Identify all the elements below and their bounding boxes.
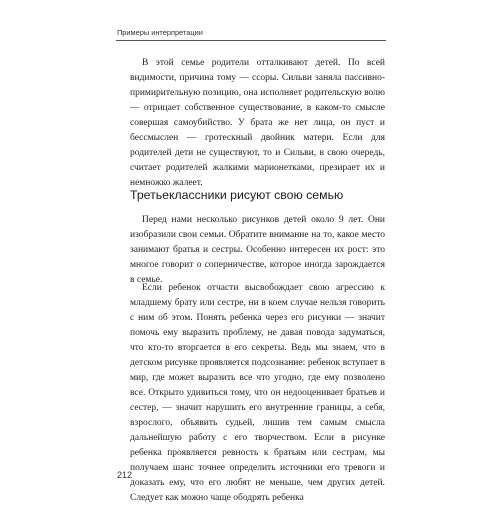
running-header: Примеры интерпретации — [117, 28, 203, 37]
paragraph-sylvie-family: В этой семье родители отталкивают детей. По всей видимости, причина тому — ссоры. Сильви заняла пассивно-примирительную позицию, она исполняет родительскую волю — отрицает собственное существование, в каком-то смысле совершая самоубийство. У брата же нет лица, он пуст и бессмыслен — гротескный двойник матери. Если для родителей дети не существуют, то и Сильви, в свою очередь, считает родителей жалкими марионетками, презирает их и немножко жалеет. — [130, 58, 385, 188]
page-number: 212 — [117, 470, 133, 480]
section-heading: Третьеклассники рисуют свою семью — [130, 188, 344, 202]
paragraph-third-graders-intro: Перед нами несколько рисунков детей около 9 лет. Они изобразили свои семьи. Обратите внимание на то, какое место занимают братья и сестры. Особенно интересен их рост: это многое говорит о соперничестве, которое иногда зарождается в семье. — [130, 215, 385, 285]
header-divider — [116, 40, 386, 41]
paragraph-sibling-aggression: Если ребенок отчасти высвобождает свою агрессию к младшему брату или сестре, ни в коем случае нельзя говорить с ним об этом. Понять ребенка через его рисунки — значит помочь ему выразить проблему, не давая повода задуматься, что кто-то вторгается в его секреты. Ведь мы знаем, что в детском рисунке проявляется подсознание: ребенок вступает в мир, где может выразить все что угодно, где ему позволено все. Открыто удивиться тому, что он недооценивает братьев и сестер, — значит нарушить его внутренние границы, а себя, взрослого, объявить судьей, лишив тем самым смысла дальнейшую работу с его творчеством. Если в рисунке ребенка проявляется ревность к братьям или сестрам, мы получаем шанс точнее определить источники его тревоги и доказать ему, что его любят не меньше, чем других детей. Следует как можно чаще ободрять ребенка — [130, 283, 385, 503]
